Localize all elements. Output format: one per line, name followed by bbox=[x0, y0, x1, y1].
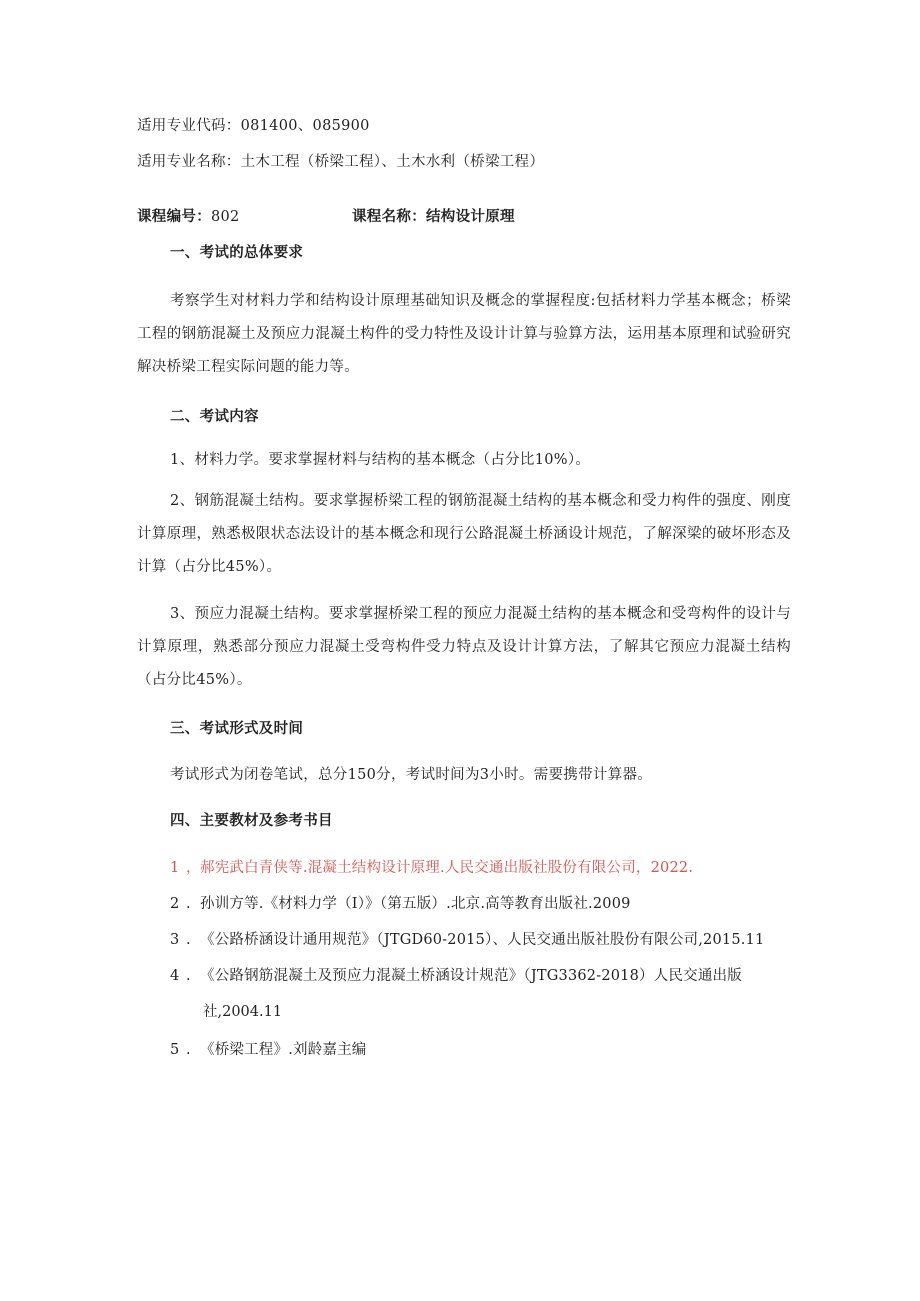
major-code: 适用专业代码：081400、085900 bbox=[137, 118, 370, 134]
reference-separator: ， bbox=[186, 860, 201, 876]
section-paragraph: 1、材料力学。要求掌握材料与结构的基本概念（占分比10%）。 bbox=[170, 452, 591, 468]
reference-number: 4 bbox=[170, 968, 180, 984]
section-heading: 三、考试形式及时间 bbox=[170, 721, 304, 737]
reference-text: 孙训方等.《材料力学（I）》（第五版）.北京.高等教育出版社.2009 bbox=[200, 896, 631, 912]
reference-continuation: 社,2004.11 bbox=[203, 1004, 283, 1020]
reference-item bbox=[170, 930, 764, 950]
reference-text: 《公路钢筋混凝土及预应力混凝土桥涵设计规范》（JTG3362-2018）人民交通出版 bbox=[200, 968, 742, 984]
section-heading: 四、主要教材及参考书目 bbox=[170, 813, 333, 829]
section-paragraph: 考试形式为闭卷笔试，总分150分，考试时间为3小时。需要携带计算器。 bbox=[170, 767, 653, 783]
reference-item bbox=[170, 966, 742, 986]
course-name bbox=[352, 207, 515, 227]
section-paragraph: 2、钢筋混凝土结构。要求掌握桥梁工程的钢筋混凝土结构的基本概念和受力构件的强度、刚度计算原理，熟悉极限状态法设计的基本概念和现行公路混凝土桥涵设计规范，了解深梁的破坏形态及计算（占分比45%）。 bbox=[137, 493, 791, 575]
reference-number: 2 bbox=[170, 896, 180, 912]
reference-separator: . bbox=[186, 932, 191, 948]
reference-separator: . bbox=[186, 968, 191, 984]
reference-text: 《桥梁工程》.刘龄嘉主编 bbox=[200, 1042, 367, 1058]
course-code-value: 802 bbox=[211, 209, 240, 225]
reference-item bbox=[170, 858, 693, 878]
reference-number: 5 bbox=[170, 1042, 180, 1058]
course-name-label: 课程名称： bbox=[352, 209, 426, 225]
section-heading: 一、考试的总体要求 bbox=[170, 245, 304, 261]
reference-separator: . bbox=[186, 1042, 191, 1058]
section-paragraph: 考察学生对材料力学和结构设计原理基础知识及概念的掌握程度:包括材料力学基本概念；桥梁工程的钢筋混凝土及预应力混凝土构件的受力特性及设计计算与验算方法，运用基本原理和试验研究解决桥梁工程实际问题的能力等。 bbox=[137, 293, 791, 375]
major-name: 适用专业名称：土木工程（桥梁工程）、土木水利（桥梁工程） bbox=[137, 154, 545, 170]
reference-text: 《公路桥涵设计通用规范》（JTGD60-2015）、人民交通出版社股份有限公司,2015.11 bbox=[200, 932, 765, 948]
reference-item bbox=[170, 1040, 367, 1060]
section-paragraph: 3、预应力混凝土结构。要求掌握桥梁工程的预应力混凝土结构的基本概念和受弯构件的设计与计算原理，熟悉部分预应力混凝土受弯构件受力特点及设计计算方法，了解其它预应力混凝土结构（占分比45%）。 bbox=[137, 606, 791, 688]
reference-number: 1 bbox=[170, 860, 180, 876]
reference-item bbox=[170, 894, 631, 914]
course-code-label: 课程编号： bbox=[137, 209, 211, 225]
reference-text: 郝宪武白青侠等.混凝土结构设计原理.人民交通出版社股份有限公司，2022. bbox=[200, 860, 694, 876]
course-code bbox=[137, 207, 240, 227]
section-heading: 二、考试内容 bbox=[170, 409, 259, 425]
reference-number: 3 bbox=[170, 932, 180, 948]
reference-separator: . bbox=[186, 896, 191, 912]
course-name-value: 结构设计原理 bbox=[426, 209, 515, 225]
